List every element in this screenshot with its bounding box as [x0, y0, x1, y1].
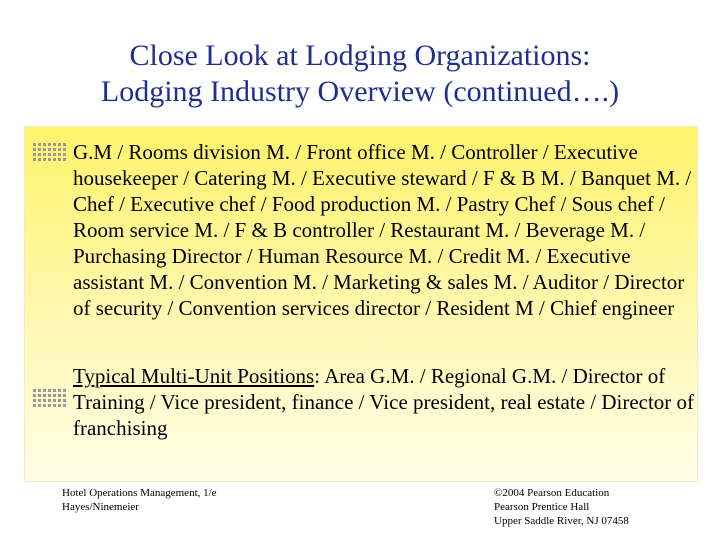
footer-right: [494, 486, 629, 528]
footer-authors: Hayes/Ninemeier: [62, 501, 139, 513]
slide-title: [0, 38, 720, 110]
positions-paragraph: G.M / Rooms division M. / Front office M. / Controller / Executive housekeeper / Catering M. / Executive steward / F & B M. / Banquet M. / Chef / Executive chef / Food production M. / Pastry Chef / Sous chef / Room service M. / F & B controller / Restaurant M. / Beverage M. / Purchasing Director / Human Resource M. / Credit M. / Executive assistant M. / Convention M. / Marketing & sales M. / Auditor / Director of security / Convention services director / Resident M / Chief engineer: [73, 140, 692, 320]
footer-left: [62, 486, 217, 514]
footer-address: Upper Saddle River, NJ 07458: [494, 515, 629, 527]
footer-publisher: Pearson Prentice Hall: [494, 501, 590, 513]
title-line-2: Lodging Industry Overview (continued….): [100, 75, 620, 108]
content-box: [24, 126, 698, 482]
footer-copyright: ©2004 Pearson Education: [494, 487, 610, 499]
bullet-image-icon: [33, 141, 67, 169]
bullet-image-icon: [33, 387, 67, 415]
footer-book-title: Hotel Operations Management, 1/e: [62, 487, 217, 499]
multi-unit-label: Typical Multi-Unit Positions: [73, 364, 315, 388]
multi-unit-text: : Area G.M. / Regional G.M. / Director of Training / Vice president, finance / Vice president, real estate / Director of franchising: [73, 364, 695, 440]
multi-unit-paragraph: [73, 363, 695, 441]
title-line-1: Close Look at Lodging Organizations:: [129, 39, 591, 72]
